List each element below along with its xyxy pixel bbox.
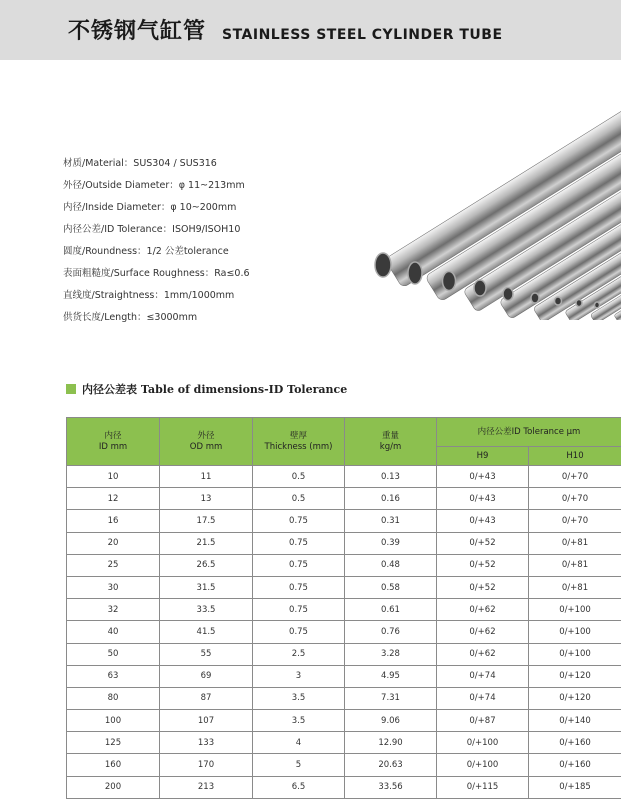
cell-weight: 0.76 <box>345 621 437 643</box>
col-header-h10: H10 <box>529 447 621 466</box>
col-header-tolerance: 内径公差ID Tolerance μm <box>437 418 621 447</box>
col-header-od <box>160 418 253 466</box>
cell-weight: 0.58 <box>345 576 437 598</box>
col-header-id <box>67 418 160 466</box>
cell-id: 63 <box>67 665 160 687</box>
cell-od: 26.5 <box>160 554 253 576</box>
cell-h9: 0/+87 <box>437 710 529 732</box>
table-row <box>67 665 621 687</box>
cell-h9: 0/+100 <box>437 732 529 754</box>
table-row <box>67 754 621 776</box>
cell-h10: 0/+100 <box>529 621 621 643</box>
col-header-id-cn: 内径 <box>67 431 159 442</box>
page-title-en: STAINLESS STEEL CYLINDER TUBE <box>222 27 503 43</box>
cell-id: 12 <box>67 488 160 510</box>
col-header-h9: H9 <box>437 447 529 466</box>
cell-h9: 0/+43 <box>437 488 529 510</box>
cell-od: 41.5 <box>160 621 253 643</box>
cell-thickness: 3 <box>253 665 345 687</box>
table-row <box>67 532 621 554</box>
cell-h10: 0/+70 <box>529 466 621 488</box>
header-band <box>0 0 621 60</box>
cell-weight: 9.06 <box>345 710 437 732</box>
table-row <box>67 576 621 598</box>
cell-h9: 0/+115 <box>437 776 529 798</box>
cell-h9: 0/+52 <box>437 576 529 598</box>
cell-id: 160 <box>67 754 160 776</box>
cell-h9: 0/+43 <box>437 510 529 532</box>
table-row <box>67 732 621 754</box>
spec-list <box>63 153 250 329</box>
cell-od: 213 <box>160 776 253 798</box>
cell-od: 21.5 <box>160 532 253 554</box>
section-title-text: 内径公差表 Table of dimensions-ID Tolerance <box>82 383 347 396</box>
cell-weight: 0.48 <box>345 554 437 576</box>
cell-thickness: 0.75 <box>253 621 345 643</box>
cell-h9: 0/+100 <box>437 754 529 776</box>
table-row <box>67 599 621 621</box>
cell-h9: 0/+52 <box>437 532 529 554</box>
cell-id: 32 <box>67 599 160 621</box>
cell-id: 200 <box>67 776 160 798</box>
col-header-od-en: OD mm <box>160 442 252 453</box>
cell-thickness: 2.5 <box>253 643 345 665</box>
cell-weight: 3.28 <box>345 643 437 665</box>
col-header-id-en: ID mm <box>67 442 159 453</box>
cell-thickness: 3.5 <box>253 710 345 732</box>
cell-thickness: 0.75 <box>253 576 345 598</box>
table-row <box>67 621 621 643</box>
cell-od: 33.5 <box>160 599 253 621</box>
cell-h10: 0/+81 <box>529 576 621 598</box>
cell-h10: 0/+70 <box>529 510 621 532</box>
cell-h9: 0/+52 <box>437 554 529 576</box>
cell-id: 30 <box>67 576 160 598</box>
table-row <box>67 488 621 510</box>
cell-h9: 0/+62 <box>437 643 529 665</box>
spec-material: 材质/Material：SUS304 / SUS316 <box>63 153 250 175</box>
page-title-cn: 不锈钢气缸管 <box>68 14 206 45</box>
cell-od: 69 <box>160 665 253 687</box>
cell-h10: 0/+160 <box>529 732 621 754</box>
cell-od: 13 <box>160 488 253 510</box>
cell-thickness: 0.5 <box>253 466 345 488</box>
cell-h10: 0/+100 <box>529 643 621 665</box>
spec-id-tolerance: 内径公差/ID Tolerance：ISOH9/ISOH10 <box>63 219 250 241</box>
cell-h10: 0/+70 <box>529 488 621 510</box>
cell-h10: 0/+120 <box>529 687 621 709</box>
cell-weight: 12.90 <box>345 732 437 754</box>
cell-thickness: 0.75 <box>253 599 345 621</box>
cell-thickness: 3.5 <box>253 687 345 709</box>
cell-id: 25 <box>67 554 160 576</box>
cell-h10: 0/+160 <box>529 754 621 776</box>
col-header-weight-cn: 重量 <box>345 431 436 442</box>
cell-h10: 0/+100 <box>529 599 621 621</box>
id-tolerance-table <box>66 417 621 799</box>
cell-od: 107 <box>160 710 253 732</box>
spec-surface-roughness: 表面粗糙度/Surface Roughness：Ra≤0.6 <box>63 263 250 285</box>
table-row <box>67 510 621 532</box>
cell-h10: 0/+81 <box>529 554 621 576</box>
cell-od: 17.5 <box>160 510 253 532</box>
col-header-thickness-en: Thickness (mm) <box>253 442 344 453</box>
cell-h9: 0/+74 <box>437 687 529 709</box>
col-header-thickness <box>253 418 345 466</box>
table-row <box>67 643 621 665</box>
cell-id: 50 <box>67 643 160 665</box>
spec-length: 供货长度/Length：≤3000mm <box>63 307 250 329</box>
cell-od: 170 <box>160 754 253 776</box>
cell-weight: 0.16 <box>345 488 437 510</box>
table-row <box>67 687 621 709</box>
cell-od: 133 <box>160 732 253 754</box>
cell-h9: 0/+74 <box>437 665 529 687</box>
col-header-thickness-cn: 壁厚 <box>253 431 344 442</box>
cell-thickness: 5 <box>253 754 345 776</box>
cell-id: 80 <box>67 687 160 709</box>
cell-od: 11 <box>160 466 253 488</box>
cell-h10: 0/+185 <box>529 776 621 798</box>
cell-h10: 0/+140 <box>529 710 621 732</box>
table-row <box>67 554 621 576</box>
cell-weight: 7.31 <box>345 687 437 709</box>
cell-weight: 20.63 <box>345 754 437 776</box>
cell-h10: 0/+81 <box>529 532 621 554</box>
cell-id: 16 <box>67 510 160 532</box>
cell-thickness: 0.75 <box>253 510 345 532</box>
spec-roundness: 圆度/Roundness：1/2 公差tolerance <box>63 241 250 263</box>
cell-h9: 0/+62 <box>437 599 529 621</box>
cell-thickness: 4 <box>253 732 345 754</box>
cell-weight: 0.31 <box>345 510 437 532</box>
col-header-od-cn: 外径 <box>160 431 252 442</box>
section-marker-square <box>66 384 76 394</box>
cell-weight: 4.95 <box>345 665 437 687</box>
col-header-weight-en: kg/m <box>345 442 436 453</box>
cell-od: 87 <box>160 687 253 709</box>
cell-thickness: 0.75 <box>253 554 345 576</box>
table-row <box>67 710 621 732</box>
section-title <box>66 381 347 397</box>
cell-weight: 0.13 <box>345 466 437 488</box>
table-row <box>67 776 621 798</box>
cell-weight: 0.61 <box>345 599 437 621</box>
cell-id: 125 <box>67 732 160 754</box>
cell-h10: 0/+120 <box>529 665 621 687</box>
cell-od: 31.5 <box>160 576 253 598</box>
spec-inside-diameter: 内径/Inside Diameter：φ 10~200mm <box>63 197 250 219</box>
spec-outside-diameter: 外径/Outside Diameter：φ 11~213mm <box>63 175 250 197</box>
spec-straightness: 直线度/Straightness：1mm/1000mm <box>63 285 250 307</box>
cell-od: 55 <box>160 643 253 665</box>
cell-weight: 0.39 <box>345 532 437 554</box>
cell-id: 20 <box>67 532 160 554</box>
col-header-weight <box>345 418 437 466</box>
cell-thickness: 6.5 <box>253 776 345 798</box>
cell-id: 100 <box>67 710 160 732</box>
steel-tubes-image <box>345 105 621 320</box>
cell-weight: 33.56 <box>345 776 437 798</box>
cell-h9: 0/+62 <box>437 621 529 643</box>
cell-h9: 0/+43 <box>437 466 529 488</box>
cell-thickness: 0.5 <box>253 488 345 510</box>
cell-id: 10 <box>67 466 160 488</box>
cell-thickness: 0.75 <box>253 532 345 554</box>
cell-id: 40 <box>67 621 160 643</box>
table-row <box>67 466 621 488</box>
